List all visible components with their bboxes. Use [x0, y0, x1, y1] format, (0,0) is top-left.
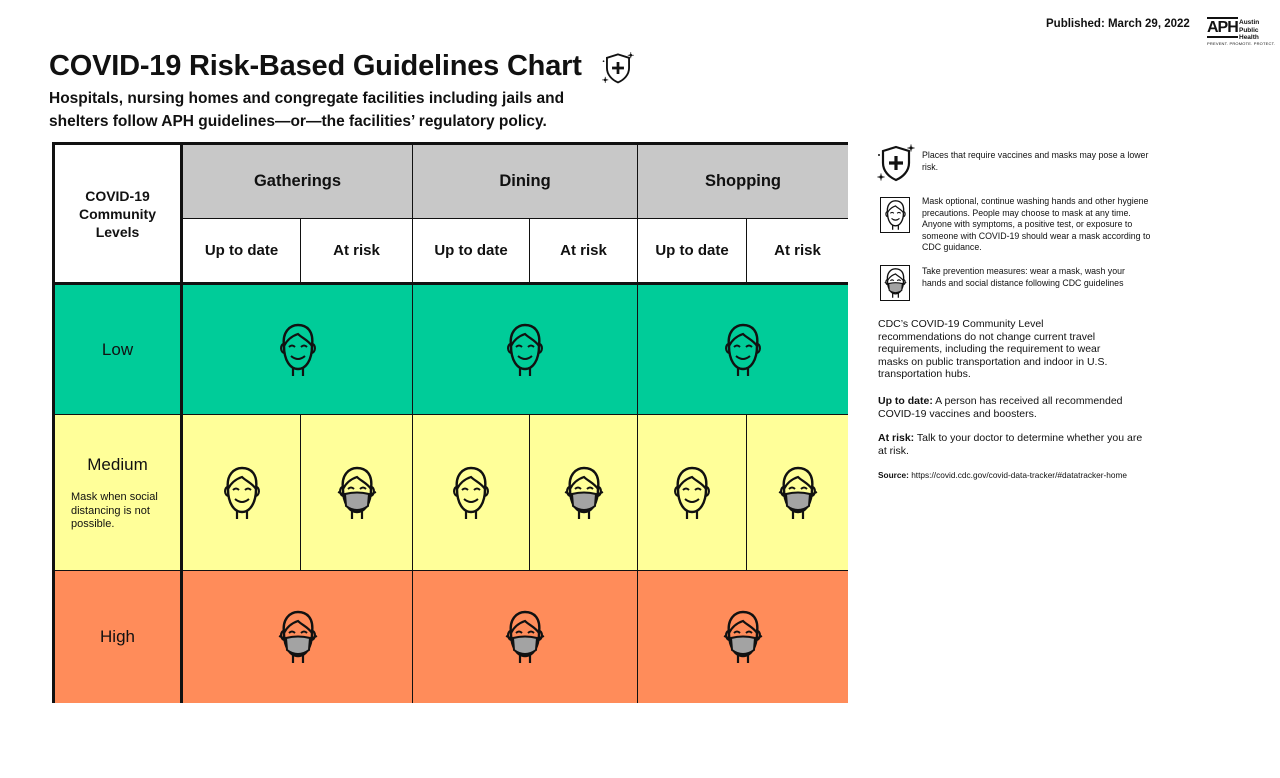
low-gatherings-cell [183, 285, 413, 415]
high-gatherings-cell [183, 571, 413, 703]
category-dining [413, 145, 638, 219]
smile-face-icon [220, 465, 264, 521]
levels-header [55, 145, 183, 285]
masked-face-icon [562, 465, 606, 521]
legend-mask-text: Take prevention measures: wear a mask, wash your hands and social distance following CDC guidelines [922, 266, 1125, 288]
at-risk-text: Talk to your doctor to determine whether you are at risk. [878, 432, 1143, 457]
category-shopping [638, 145, 848, 219]
legend-smile-box [880, 197, 910, 233]
subcolumn-at-risk [530, 219, 638, 285]
subcolumn-up-to-date [183, 219, 301, 285]
page-subtitle: Hospitals, nursing homes and congregate facilities including jails and shelters follow APH guidelines—or—the facilities’ regulatory policy. [49, 90, 565, 130]
logo-name-line2: Public [1239, 26, 1259, 34]
level-label: Medium [87, 455, 148, 474]
source-url: https://covid.cdc.gov/covid-data-tracker/#datatracker-home [908, 470, 1128, 480]
subcolumn-label: Up to date [655, 242, 729, 259]
masked-face-icon [721, 609, 765, 665]
logo-tagline: PREVENT. PROMOTE. PROTECT. [1207, 41, 1276, 46]
source-note [878, 470, 1127, 480]
low-shopping-cell [638, 285, 848, 415]
masked-face-icon [335, 465, 379, 521]
medium-gatherings-at-risk-cell [301, 415, 413, 571]
masked-face-icon [503, 609, 547, 665]
logo-name [1239, 19, 1259, 42]
subcolumn-label: Up to date [434, 242, 508, 259]
subcolumn-label: At risk [333, 242, 380, 259]
category-gatherings [183, 145, 413, 219]
category-label: Shopping [704, 172, 782, 190]
subcolumn-label: Up to date [204, 242, 279, 259]
level-medium [55, 415, 183, 571]
level-low [55, 285, 183, 415]
smile-face-icon [883, 199, 908, 231]
subcolumn-at-risk [747, 219, 848, 285]
level-label: Low [101, 339, 134, 359]
legend-smile-text: Mask optional, continue washing hands and other hygiene precautions. People may choose to mask at any time. Anyone with symptoms, a positive test, or exposure to someone with COVID-19 should wear a mask according to CDC guidance. [922, 196, 1151, 252]
cdc-note: CDC’s COVID-19 Community Level recommendations do not change current travel requirements, including the requirement to wear masks on public transportation and indoor in U.S. transportation hubs. [878, 318, 1108, 380]
subcolumn-up-to-date [638, 219, 747, 285]
subcolumn-label: At risk [560, 242, 607, 259]
category-label: Gatherings [253, 172, 342, 190]
high-shopping-cell [638, 571, 848, 703]
level-note: Mask when social distancing is not possible. [71, 491, 158, 530]
low-dining-cell [413, 285, 638, 415]
smile-face-icon [449, 465, 493, 521]
page-title: COVID-19 Risk-Based Guidelines Chart [49, 50, 582, 82]
smile-face-icon [670, 465, 714, 521]
up-to-date-definition [878, 395, 1148, 420]
source-label: Source: [878, 470, 909, 480]
medium-dining-up-to-date-cell [413, 415, 530, 571]
up-to-date-label: Up to date: [878, 395, 933, 407]
subcolumn-label: At risk [774, 242, 821, 259]
category-label: Dining [499, 172, 551, 190]
up-to-date-text: A person has received all recommended COVID-19 vaccines and boosters. [878, 395, 1123, 420]
medium-shopping-at-risk-cell [747, 415, 848, 571]
masked-face-icon [776, 465, 820, 521]
logo-name-line1: Austin [1239, 19, 1260, 26]
shield-plus-icon [876, 143, 916, 183]
smile-face-icon [721, 322, 765, 378]
medium-gatherings-up-to-date-cell [183, 415, 301, 571]
logo-mark: APH [1207, 19, 1238, 36]
masked-face-icon [276, 609, 320, 665]
published-date: Published: March 29, 2022 [1046, 18, 1190, 30]
level-label: High [100, 627, 135, 646]
subcolumn-at-risk [301, 219, 413, 285]
at-risk-definition [878, 432, 1148, 457]
legend-shield-text: Places that require vaccines and masks may pose a lower risk. [922, 150, 1149, 172]
levels-header-label: COVID-19 Community Levels [79, 187, 156, 240]
high-dining-cell [413, 571, 638, 703]
smile-face-icon [503, 322, 547, 378]
legend-mask-box [880, 265, 910, 301]
guidelines-table [52, 142, 848, 703]
subcolumn-up-to-date [413, 219, 530, 285]
masked-face-icon [883, 267, 908, 299]
level-high [55, 571, 183, 703]
aph-logo [1207, 19, 1276, 49]
smile-face-icon [276, 322, 320, 378]
medium-shopping-up-to-date-cell [638, 415, 747, 571]
shield-plus-icon [601, 51, 635, 85]
logo-name-line3: Health [1239, 34, 1259, 41]
medium-dining-at-risk-cell [530, 415, 638, 571]
at-risk-label: At risk: [878, 432, 915, 444]
